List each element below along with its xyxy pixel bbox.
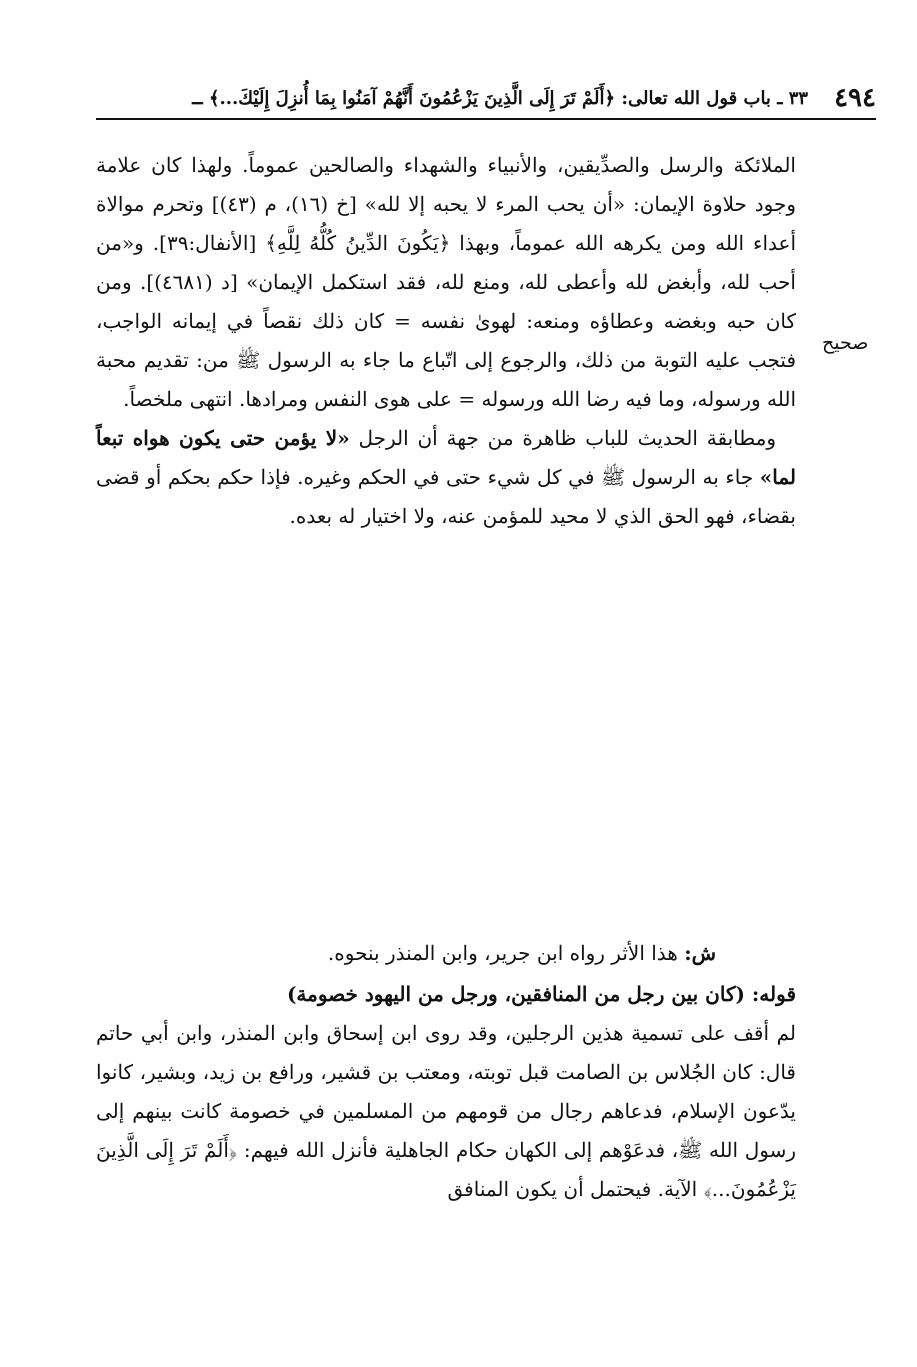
match-paragraph (96, 419, 796, 536)
paragraph: الملائكة والرسل والصدِّيقين، والأنبياء والشهداء والصالحين عموماً. ولهذا كان علامة وجود حلاوة الإيمان: «أن يحب المرء لا يحبه إلا لله» [خ (١٦)، م (٤٣)] وتحرم موالاة أعداء الله ومن يكرهه الله عموماً، وبهذا ﴿يَكُونَ الدِّينُ كُلُّهُ لِلَّهِ﴾ [الأنفال:٣٩]. و«من أحب لله، وأبغض لله وأعطى لله، ومنع لله، فقد استكمل الإيمان» [د (٤٦٨١)]. ومن كان حبه وبغضه وعطاؤه ومنعه: لهوىٰ نفسه = كان ذلك نقصاً في إيمانه الواجب، فتجب عليه التوبة من ذلك، والرجوع إلى اتّباع ما جاء به الرسول ﷺ من: تقديم محبة الله ورسوله، وما فيه رضا الله ورسوله = على هوى النفس ومرادها. انتهى ملخصاً. (96, 153, 797, 411)
sh-line (96, 934, 796, 973)
chapter-title: ٣٣ ـ باب قول الله تعالى: ﴿أَلَمْ تَرَ إِلَى الَّذِينَ يَزْعُمُونَ أَنَّهُمْ آمَنُوا بِمَا أُنزِلَ إِلَيْكَ...﴾ ــ (192, 87, 809, 109)
qawluhu-text: (كان بين رجل من المنافقين، ورجل من اليهود خصومة) (286, 982, 752, 1006)
paragraph-text: ومطابقة الحديث للباب ظاهرة من جهة أن الرجل (349, 426, 777, 450)
paragraph-text: جاء به الرسول ﷺ في كل شيء حتى في الحكم وغيره. فإذا حكم بحكم أو قضى بقضاء، فهو الحق الذي لا محيد للمؤمن عنه، ولا اختيار له بعده. (96, 465, 796, 528)
sh-label: ش: (684, 941, 716, 965)
qawluhu-line (96, 975, 796, 1014)
margin-note: صحيح (822, 332, 869, 354)
commentary-body: لم أقف على تسمية هذين الرجلين، وقد روى ابن إسحاق وابن المنذر، وابن أبي حاتم قال: كان الجُلاس بن الصامت قبل توبته، ومعتب بن قشير، ورافع بن زيد، وبشير، كانوا يدّعون الإسلام، فدعاهم رجال من قومهم من المسلمين في خصومة كانت بينهم إلى رسول الله ﷺ، فدعَوْهم إلى الكهان حكام الجاهلية فأنزل الله فيهم: ﴿أَلَمْ تَرَ إِلَى الَّذِينَ يَزْعُمُونَ...﴾ الآية. فيحتمل أن يكون المنافق (96, 1021, 796, 1201)
qawluhu-label: قوله: (751, 982, 796, 1006)
commentary-block (96, 934, 796, 1209)
sh-text: هذا الأثر رواه ابن جرير، وابن المنذر بنحوه. (327, 941, 685, 965)
page-header (96, 78, 876, 120)
hadith-quote: «لا يؤمن حتى يكون هواه تبعاً لما» (96, 426, 796, 489)
upper-text-block (96, 146, 796, 536)
page-number: ٤٩٤ (834, 83, 876, 113)
